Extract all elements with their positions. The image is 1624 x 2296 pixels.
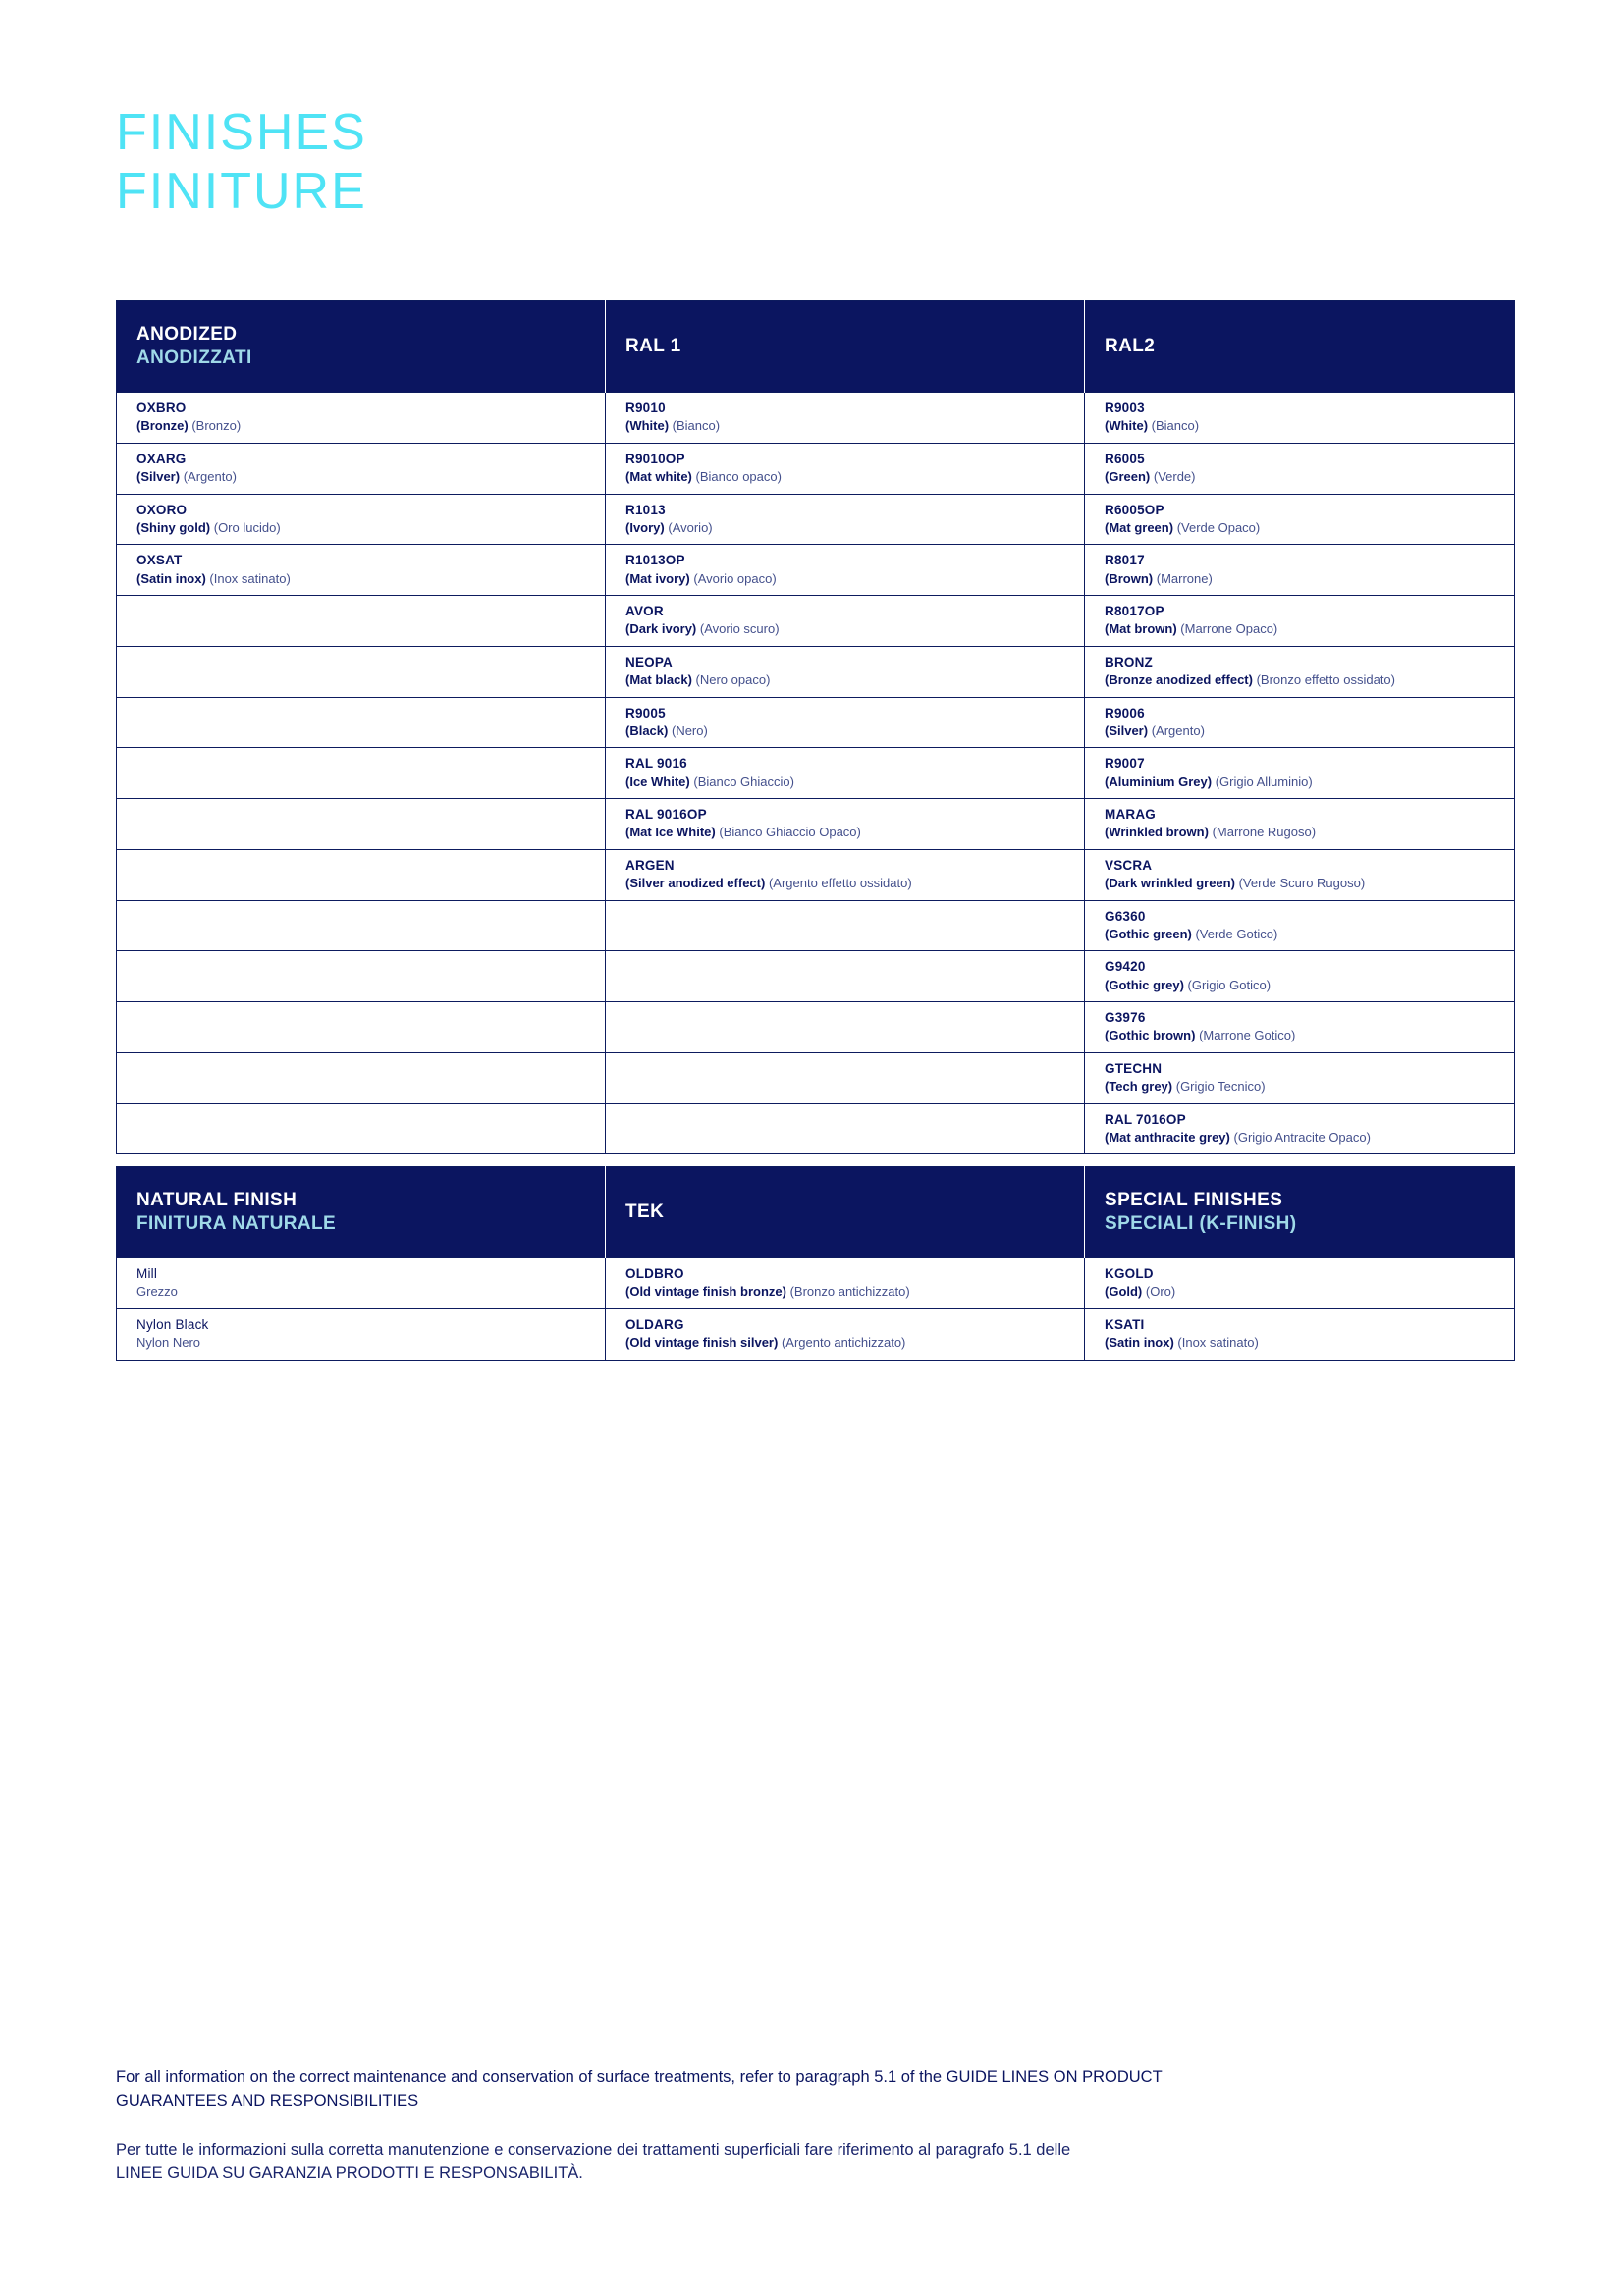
cell-ral1 [606,697,1085,748]
finish-desc-en: (Wrinkled brown) [1105,825,1209,840]
table-header-row [117,1167,1515,1258]
finish-code: R8017OP [1105,604,1164,619]
table-row [117,1258,1515,1309]
table-row [117,1103,1515,1154]
cell-ral2 [1085,900,1515,951]
finish-code: RAL 9016 [625,756,687,772]
cell-anodized-empty [117,849,606,900]
cell-anodized-empty [117,748,606,799]
finish-desc-it: (Bronzo antichizzato) [789,1284,910,1300]
table-row [117,697,1515,748]
page-title [116,103,367,222]
cell-ral2 [1085,1002,1515,1053]
finish-desc [625,824,1064,841]
finish-desc-it: (Grigio Antracite Opaco) [1233,1129,1371,1145]
finish-desc-it: (Argento) [183,468,237,484]
table-body [117,1258,1515,1361]
footer-note [116,2066,1510,2186]
column-header-it: FINITURA NATURALE [136,1213,337,1234]
finish-desc-en: (Gothic green) [1105,926,1192,941]
finish-code: R9010 [625,400,666,415]
table-body [117,393,1515,1154]
finish-desc-en: (Silver) [1105,722,1149,738]
finish-desc-it: (Grigio Alluminio) [1215,774,1313,789]
cell-ral2 [1085,494,1515,545]
finish-code: R1013 [625,502,666,517]
cell-anodized [117,393,606,444]
finish-desc-en: (Mat black) [625,672,692,688]
cell-anodized-empty [117,1103,606,1154]
finish-desc [625,519,1064,537]
finish-desc [625,620,1064,638]
table-row [117,494,1515,545]
cell-ral2 [1085,596,1515,647]
finish-desc-it: (Avorio scuro) [699,621,780,637]
cell-anodized [117,545,606,596]
finish-desc-it: (Bianco opaco) [695,468,782,484]
finish-code: R1013OP [625,553,685,568]
finish-desc [1105,1078,1494,1095]
finish-desc-en: (Green) [1105,468,1151,484]
finish-code: R9005 [625,705,666,721]
footer-en-line1: For all information on the correct maintenance and conservation of surface treatments, refer to paragraph 5.1 of the GUIDE LINES ON PRODUCT [116,2068,1163,2086]
finish-desc-it: (Inox satinato) [1177,1334,1259,1350]
column-header-it: SPECIALI (K-FINISH) [1105,1213,1297,1234]
finish-desc-en: (Shiny gold) [136,519,211,535]
finish-desc-en: (Dark ivory) [625,621,697,637]
finish-desc [1105,774,1494,791]
finish-code: Mill [136,1266,158,1281]
finish-desc [1105,926,1494,943]
cell-ral2 [1085,697,1515,748]
cell-special [1085,1258,1515,1309]
finish-desc [136,519,585,537]
finish-desc-en: (Gothic grey) [1105,977,1184,992]
finish-desc-en: (Silver) [136,468,181,484]
finish-desc [1105,824,1494,841]
footer-spacer [116,2113,1510,2139]
finish-code: R9006 [1105,705,1145,721]
finish-code: G9420 [1105,959,1146,975]
cell-tek [606,1308,1085,1360]
finish-desc-en: (Old vintage finish bronze) [625,1284,786,1300]
cell-anodized-empty [117,646,606,697]
footer-it-line2: LINEE GUIDA SU GARANZIA PRODOTTI E RESPONSABILITÀ. [116,2163,583,2182]
finishes-table-natural [116,1166,1515,1361]
finish-desc [136,570,585,588]
finish-desc-it: (Bianco Ghiaccio) [693,774,794,789]
finish-desc [625,722,1064,740]
table-row [117,1002,1515,1053]
finish-desc-it: (Argento effetto ossidato) [768,876,912,891]
finish-desc [1105,875,1494,892]
column-header-en: ANODIZED [136,324,238,346]
finish-code: G6360 [1105,908,1146,924]
finish-desc [625,774,1064,791]
finish-desc-it: (Bianco) [672,418,721,434]
table-row [117,748,1515,799]
cell-anodized [117,443,606,494]
finish-desc-it: (Bronzo) [191,418,242,434]
finish-code: OXORO [136,502,188,517]
cell-anodized-empty [117,596,606,647]
finish-desc-it: (Marrone Gotico) [1199,1028,1296,1043]
finish-desc-it: (Nero opaco) [695,672,771,688]
finish-code: ARGEN [625,857,675,873]
cell-ral2 [1085,646,1515,697]
finish-desc-en: (Aluminium Grey) [1105,774,1213,789]
page-title-en: FINISHES [116,104,367,161]
finish-desc [1105,977,1494,994]
cell-tek [606,1258,1085,1309]
finish-desc-en: (Ivory) [625,519,665,535]
cell-ral1 [606,443,1085,494]
column-header-en: RAL2 [1105,336,1156,357]
finish-desc: Nylon Nero [136,1334,201,1350]
finish-desc-en: (White) [625,418,670,434]
finish-desc-en: (Gothic brown) [1105,1028,1196,1043]
finish-desc [625,1283,1064,1301]
finish-code: MARAG [1105,807,1156,823]
table-row [117,900,1515,951]
cell-ral1-empty [606,1002,1085,1053]
finish-desc [625,468,1064,486]
finish-desc [625,570,1064,588]
column-header-special-finishes [1085,1167,1515,1258]
finishes-table-anodized [116,300,1515,1154]
finish-code: RAL 9016OP [625,807,707,823]
finish-desc-it: (Bianco) [1151,418,1200,434]
cell-ral1-empty [606,951,1085,1002]
cell-ral2 [1085,393,1515,444]
table-row [117,393,1515,444]
finish-code: KSATI [1105,1316,1145,1332]
finish-code: BRONZ [1105,654,1153,669]
finish-desc-it: (Oro lucido) [213,519,281,535]
finish-desc-en: (Mat brown) [1105,621,1177,637]
finish-desc-it: (Verde) [1153,468,1196,484]
table-row [117,545,1515,596]
column-header-ral1 [606,301,1085,393]
cell-natural-finish [117,1258,606,1309]
finish-code: R9010OP [625,451,685,466]
column-header-tek [606,1167,1085,1258]
finish-desc-it: (Oro) [1145,1284,1176,1300]
finish-desc [1105,1283,1494,1301]
table-row [117,646,1515,697]
finish-desc-en: (Satin inox) [136,570,206,586]
cell-natural-finish [117,1308,606,1360]
finish-desc [1105,468,1494,486]
finish-desc-it: (Bronzo effetto ossidato) [1256,672,1395,688]
finish-desc-en: (Dark wrinkled green) [1105,876,1235,891]
finish-desc-en: (Old vintage finish silver) [625,1334,779,1350]
footer-it-line1: Per tutte le informazioni sulla corretta manutenzione e conservazione dei trattamenti superficiali fare riferimento al paragrafo 5.1 delle [116,2140,1071,2159]
finish-code: OXARG [136,451,187,466]
footer-en-line2: GUARANTEES AND RESPONSIBILITIES [116,2091,419,2109]
finish-desc [1105,671,1494,689]
column-header-natural-finish [117,1167,606,1258]
column-header-ral2 [1085,301,1515,393]
cell-ral2 [1085,1052,1515,1103]
finish-desc [1105,722,1494,740]
column-header-en: TEK [625,1201,665,1223]
table-row [117,443,1515,494]
cell-anodized [117,494,606,545]
table-row [117,849,1515,900]
finish-desc [136,417,585,435]
finish-desc-it: (Verde Scuro Rugoso) [1238,876,1366,891]
finish-desc-it: (Marrone) [1156,570,1213,586]
table-row [117,1308,1515,1360]
finish-code: RAL 7016OP [1105,1111,1186,1127]
finish-code: OXBRO [136,400,187,415]
finish-desc-en: (Mat white) [625,468,692,484]
finish-desc-en: (Brown) [1105,570,1154,586]
finish-desc-en: (Satin inox) [1105,1334,1174,1350]
finish-code: VSCRA [1105,857,1153,873]
cell-ral2 [1085,443,1515,494]
cell-ral2 [1085,748,1515,799]
finish-desc-en: (Mat green) [1105,519,1174,535]
cell-ral1 [606,596,1085,647]
cell-ral1 [606,393,1085,444]
finish-desc-en: (Black) [625,722,669,738]
finish-code: GTECHN [1105,1060,1163,1076]
finish-desc [136,468,585,486]
finish-desc-it: (Verde Opaco) [1176,519,1261,535]
table-row [117,1052,1515,1103]
finish-code: OLDARG [625,1316,684,1332]
cell-special [1085,1308,1515,1360]
finish-desc [625,875,1064,892]
finish-desc [1105,1129,1494,1147]
table-row [117,596,1515,647]
finish-desc-it: (Nero) [671,722,708,738]
finish-desc-en: (Mat ivory) [625,570,690,586]
finish-code: Nylon Black [136,1316,209,1332]
cell-ral1 [606,799,1085,850]
finish-desc-it: (Verde Gotico) [1195,926,1278,941]
finish-desc-en: (Bronze anodized effect) [1105,672,1253,688]
cell-anodized-empty [117,900,606,951]
cell-anodized-empty [117,951,606,1002]
finish-desc [1105,519,1494,537]
finish-desc-it: (Avorio) [668,519,713,535]
cell-ral1 [606,545,1085,596]
finish-desc [1105,1027,1494,1044]
finish-desc-en: (White) [1105,418,1149,434]
cell-ral1 [606,849,1085,900]
finish-desc-it: (Marrone Opaco) [1180,621,1278,637]
cell-ral2 [1085,951,1515,1002]
finish-desc [625,671,1064,689]
finish-code: OLDBRO [625,1266,684,1281]
finish-code: OXSAT [136,553,183,568]
finish-code: NEOPA [625,654,674,669]
column-header-it: ANODIZZATI [136,347,252,368]
finish-code: AVOR [625,604,664,619]
finish-desc-en: (Bronze) [136,418,189,434]
column-header-anodized [117,301,606,393]
finish-desc-it: (Bianco Ghiaccio Opaco) [719,825,861,840]
finish-desc [1105,620,1494,638]
finish-code: KGOLD [1105,1266,1154,1281]
finish-desc-it: (Argento) [1151,722,1205,738]
table-row [117,951,1515,1002]
cell-ral2 [1085,849,1515,900]
finish-code: R9007 [1105,756,1145,772]
page-title-it: FINITURE [116,163,367,221]
finish-desc-en: (Mat anthracite grey) [1105,1129,1230,1145]
cell-ral1 [606,748,1085,799]
finish-code: R8017 [1105,553,1145,568]
finish-desc-en: (Ice White) [625,774,690,789]
table-header-row [117,301,1515,393]
column-header-en: SPECIAL FINISHES [1105,1190,1283,1211]
cell-ral1-empty [606,900,1085,951]
cell-anodized-empty [117,1052,606,1103]
finish-desc-en: (Silver anodized effect) [625,876,766,891]
finish-desc [625,1334,1064,1352]
finish-desc-en: (Gold) [1105,1284,1143,1300]
cell-anodized-empty [117,697,606,748]
finish-desc [1105,570,1494,588]
cell-ral1-empty [606,1052,1085,1103]
finish-desc-en: (Tech grey) [1105,1079,1173,1095]
cell-ral1 [606,494,1085,545]
finish-desc-it: (Avorio opaco) [693,570,777,586]
cell-ral2 [1085,545,1515,596]
finish-desc-it: (Grigio Tecnico) [1175,1079,1266,1095]
cell-anodized-empty [117,1002,606,1053]
finish-desc: Grezzo [136,1284,178,1300]
finish-code: R6005 [1105,451,1145,466]
column-header-en: NATURAL FINISH [136,1190,298,1211]
finish-code: R9003 [1105,400,1145,415]
cell-ral1 [606,646,1085,697]
finish-desc-it: (Inox satinato) [209,570,291,586]
cell-ral2 [1085,1103,1515,1154]
table-row [117,799,1515,850]
cell-anodized-empty [117,799,606,850]
cell-ral1-empty [606,1103,1085,1154]
finish-desc [1105,1334,1494,1352]
finish-desc-it: (Marrone Rugoso) [1212,825,1317,840]
finish-code: G3976 [1105,1010,1146,1026]
finish-desc-it: (Argento antichizzato) [781,1334,906,1350]
cell-ral2 [1085,799,1515,850]
finish-desc-en: (Mat Ice White) [625,825,716,840]
finish-desc-it: (Grigio Gotico) [1187,977,1272,992]
finish-desc [625,417,1064,435]
finish-code: R6005OP [1105,502,1164,517]
column-header-en: RAL 1 [625,336,681,357]
finish-desc [1105,417,1494,435]
